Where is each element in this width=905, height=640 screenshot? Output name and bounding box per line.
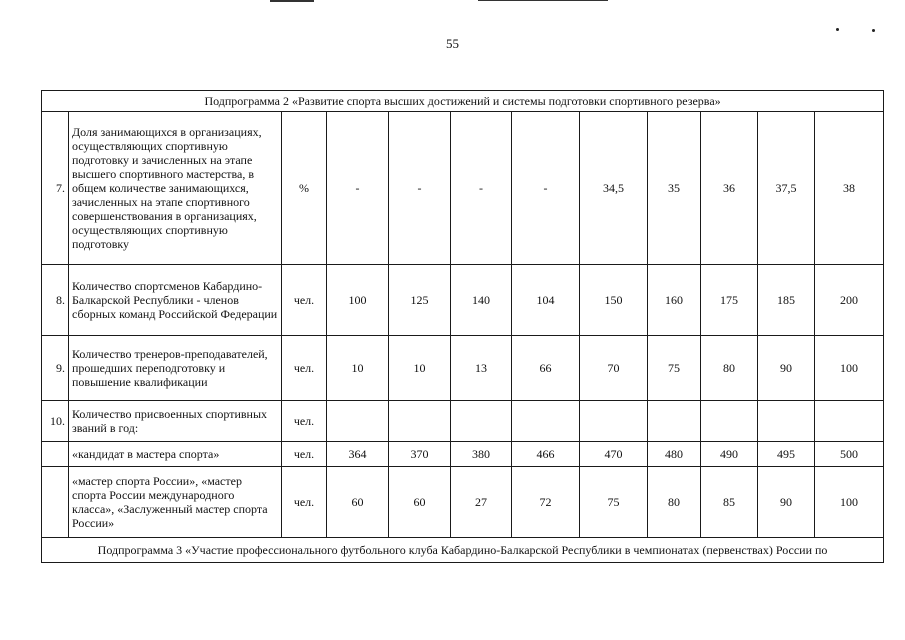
value-cell: 80 <box>701 336 758 401</box>
value-cell: 10 <box>327 336 389 401</box>
value-cell: - <box>451 112 512 265</box>
value-cell: 490 <box>701 442 758 467</box>
table-row <box>42 336 884 401</box>
row-number: 10. <box>42 401 69 442</box>
value-cell: 75 <box>648 336 701 401</box>
value-cell: 500 <box>815 442 884 467</box>
value-cell <box>815 401 884 442</box>
indicator-name: Количество спортсменов Кабардино-Балкарской Республики - членов сборных команд Российской Федерации <box>69 265 282 336</box>
indicator-name: «кандидат в мастера спорта» <box>69 442 282 467</box>
scan-dot <box>836 28 839 31</box>
row-number: 9. <box>42 336 69 401</box>
unit: % <box>282 112 327 265</box>
indicator-name: «мастер спорта России», «мастер спорта России международного класса», «Заслуженный мастер спорта России» <box>69 467 282 538</box>
value-cell: 480 <box>648 442 701 467</box>
value-cell: 35 <box>648 112 701 265</box>
indicators-table <box>41 90 884 563</box>
unit: чел. <box>282 401 327 442</box>
value-cell: 66 <box>512 336 580 401</box>
value-cell: 10 <box>389 336 451 401</box>
value-cell <box>512 401 580 442</box>
value-cell: 72 <box>512 467 580 538</box>
value-cell: 200 <box>815 265 884 336</box>
value-cell: - <box>389 112 451 265</box>
value-cell: 34,5 <box>580 112 648 265</box>
table-row <box>42 401 884 442</box>
value-cell: 100 <box>815 336 884 401</box>
value-cell: - <box>512 112 580 265</box>
value-cell: 36 <box>701 112 758 265</box>
value-cell: 140 <box>451 265 512 336</box>
value-cell <box>758 401 815 442</box>
value-cell: 75 <box>580 467 648 538</box>
value-cell: 125 <box>389 265 451 336</box>
value-cell: 495 <box>758 442 815 467</box>
unit: чел. <box>282 442 327 467</box>
subprogram-2-header-row <box>42 91 884 112</box>
page-number: 55 <box>446 36 459 51</box>
value-cell: 27 <box>451 467 512 538</box>
scan-dot <box>872 29 875 32</box>
row-number <box>42 442 69 467</box>
value-cell: 37,5 <box>758 112 815 265</box>
row-number: 7. <box>42 112 69 265</box>
value-cell: 100 <box>815 467 884 538</box>
unit: чел. <box>282 336 327 401</box>
value-cell: 80 <box>648 467 701 538</box>
value-cell: 38 <box>815 112 884 265</box>
indicator-name: Количество присвоенных спортивных званий в год: <box>69 401 282 442</box>
table-row <box>42 112 884 265</box>
value-cell <box>389 401 451 442</box>
row-number <box>42 467 69 538</box>
value-cell: 60 <box>327 467 389 538</box>
table-row <box>42 265 884 336</box>
table-row <box>42 467 884 538</box>
value-cell: 90 <box>758 467 815 538</box>
value-cell: 100 <box>327 265 389 336</box>
value-cell: 185 <box>758 265 815 336</box>
value-cell: 60 <box>389 467 451 538</box>
value-cell: 13 <box>451 336 512 401</box>
value-cell <box>648 401 701 442</box>
value-cell: 160 <box>648 265 701 336</box>
indicator-name: Доля занимающихся в организациях, осуществляющих спортивную подготовку и зачисленных на этапе высшего спортивного мастерства, в общем количестве занимающихся, зачисленных на этапе спортивного совершенствования в организациях, осуществляющих спортивную подготовку <box>69 112 282 265</box>
value-cell <box>327 401 389 442</box>
subprogram-3-header-row <box>42 538 884 563</box>
value-cell: 364 <box>327 442 389 467</box>
value-cell: 370 <box>389 442 451 467</box>
value-cell: 104 <box>512 265 580 336</box>
indicator-name: Количество тренеров-преподавателей, прошедших переподготовку и повышение квалификации <box>69 336 282 401</box>
value-cell: 175 <box>701 265 758 336</box>
value-cell: 150 <box>580 265 648 336</box>
value-cell: 85 <box>701 467 758 538</box>
row-number: 8. <box>42 265 69 336</box>
value-cell: 70 <box>580 336 648 401</box>
value-cell <box>580 401 648 442</box>
value-cell: 90 <box>758 336 815 401</box>
value-cell: 470 <box>580 442 648 467</box>
subprogram-2-title: Подпрограмма 2 «Развитие спорта высших достижений и системы подготовки спортивного резерва» <box>42 91 884 112</box>
unit: чел. <box>282 467 327 538</box>
value-cell: 380 <box>451 442 512 467</box>
value-cell: 466 <box>512 442 580 467</box>
unit: чел. <box>282 265 327 336</box>
scan-line-right <box>478 0 608 1</box>
value-cell <box>451 401 512 442</box>
table-row <box>42 442 884 467</box>
scan-line-left <box>270 0 314 2</box>
value-cell: - <box>327 112 389 265</box>
subprogram-3-title: Подпрограмма 3 «Участие профессионального футбольного клуба Кабардино-Балкарской Республики в чемпионатах (первенствах) России по <box>42 538 884 563</box>
value-cell <box>701 401 758 442</box>
